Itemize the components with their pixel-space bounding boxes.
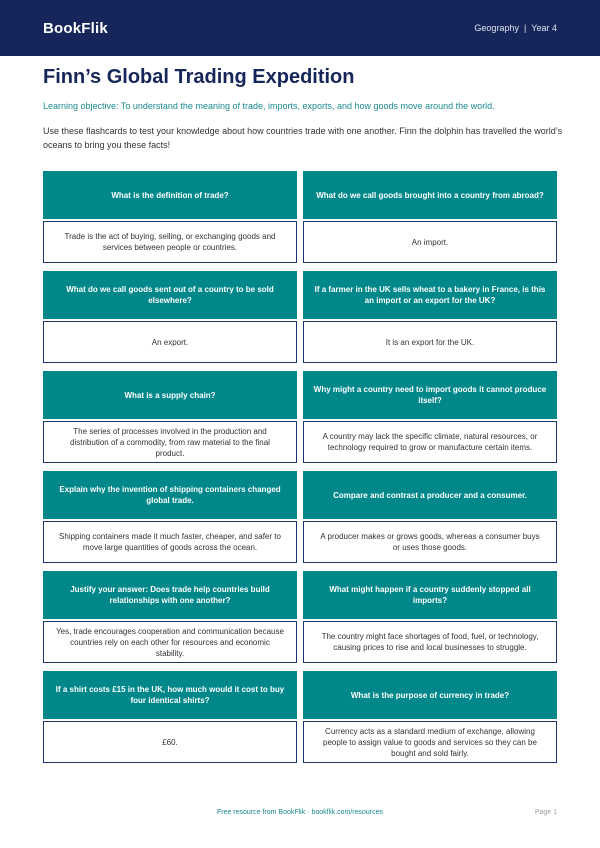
flashcard-answer: The series of processes involved in the production and distribution of a commodity, from raw material to the final product.: [43, 421, 297, 463]
flashcard[interactable]: [303, 571, 557, 663]
flashcard-question: What do we call goods brought into a country from abroad?: [303, 171, 557, 219]
brand-logo[interactable]: BookFlik: [43, 19, 108, 37]
flashcard-answer: £60.: [43, 721, 297, 763]
flashcard-question: Compare and contrast a producer and a consumer.: [303, 471, 557, 519]
breadcrumb: [474, 23, 557, 33]
flashcard-question: Justify your answer: Does trade help countries build relationships with one another?: [43, 571, 297, 619]
flashcard[interactable]: [303, 671, 557, 763]
flashcard-grid: [43, 171, 557, 763]
footer-credit[interactable]: Free resource from BookFlik · bookflik.com/resources: [216, 809, 384, 816]
flashcard-answer: An import.: [303, 221, 557, 263]
flashcard-answer: A country may lack the specific climate, natural resources, or technology required to grow or manufacture certain items.: [303, 421, 557, 463]
flashcard-answer: Currency acts as a standard medium of exchange, allowing people to assign value to goods and services so they can be bought and sold fairly.: [303, 721, 557, 763]
flashcard-question: If a farmer in the UK sells wheat to a bakery in France, is this an import or an export for the UK?: [303, 271, 557, 319]
page-title: Finn’s Global Trading Expedition: [43, 66, 355, 88]
flashcard[interactable]: [43, 371, 297, 463]
top-header-bar: [0, 0, 600, 56]
flashcard-answer: Yes, trade encourages cooperation and communication because countries rely on each other for resources and economic stability.: [43, 621, 297, 663]
flashcard-question: Why might a country need to import goods it cannot produce itself?: [303, 371, 557, 419]
breadcrumb-subject: Geography: [474, 23, 519, 33]
flashcard[interactable]: [43, 471, 297, 563]
flashcard[interactable]: [43, 271, 297, 363]
flashcard[interactable]: [303, 271, 557, 363]
flashcard-question: What is the definition of trade?: [43, 171, 297, 219]
flashcard-answer: Trade is the act of buying, selling, or exchanging goods and services between people or countries.: [43, 221, 297, 263]
flashcard-answer: Shipping containers made it much faster, cheaper, and safer to move large quantities of goods across the ocean.: [43, 521, 297, 563]
flashcard-answer: An export.: [43, 321, 297, 363]
flashcard[interactable]: [43, 671, 297, 763]
flashcard-question: If a shirt costs £15 in the UK, how much would it cost to buy four identical shirts?: [43, 671, 297, 719]
flashcard-answer: A producer makes or grows goods, whereas a consumer buys or uses those goods.: [303, 521, 557, 563]
breadcrumb-year: Year 4: [531, 23, 557, 33]
flashcard-question: What is a supply chain?: [43, 371, 297, 419]
flashcard[interactable]: [303, 471, 557, 563]
flashcard-question: What do we call goods sent out of a country to be sold elsewhere?: [43, 271, 297, 319]
breadcrumb-separator: |: [523, 23, 527, 33]
flashcard[interactable]: [303, 371, 557, 463]
flashcard-answer: It is an export for the UK.: [303, 321, 557, 363]
flashcard[interactable]: [303, 171, 557, 263]
learning-objective: Learning objective: To understand the meaning of trade, imports, exports, and how goods move around the world.: [43, 101, 495, 111]
flashcard-question: Explain why the invention of shipping containers changed global trade.: [43, 471, 297, 519]
flashcard-question: What is the purpose of currency in trade?: [303, 671, 557, 719]
flashcard[interactable]: [43, 171, 297, 263]
intro-text: Use these flashcards to test your knowledge about how countries trade with one another. Finn the dolphin has travelled the world’s oceans to bring you these facts!: [43, 126, 563, 150]
flashcard-question: What might happen if a country suddenly stopped all imports?: [303, 571, 557, 619]
flashcard[interactable]: [43, 571, 297, 663]
page-number: Page 1: [534, 809, 557, 816]
flashcard-answer: The country might face shortages of food, fuel, or technology, causing prices to rise and local businesses to struggle.: [303, 621, 557, 663]
